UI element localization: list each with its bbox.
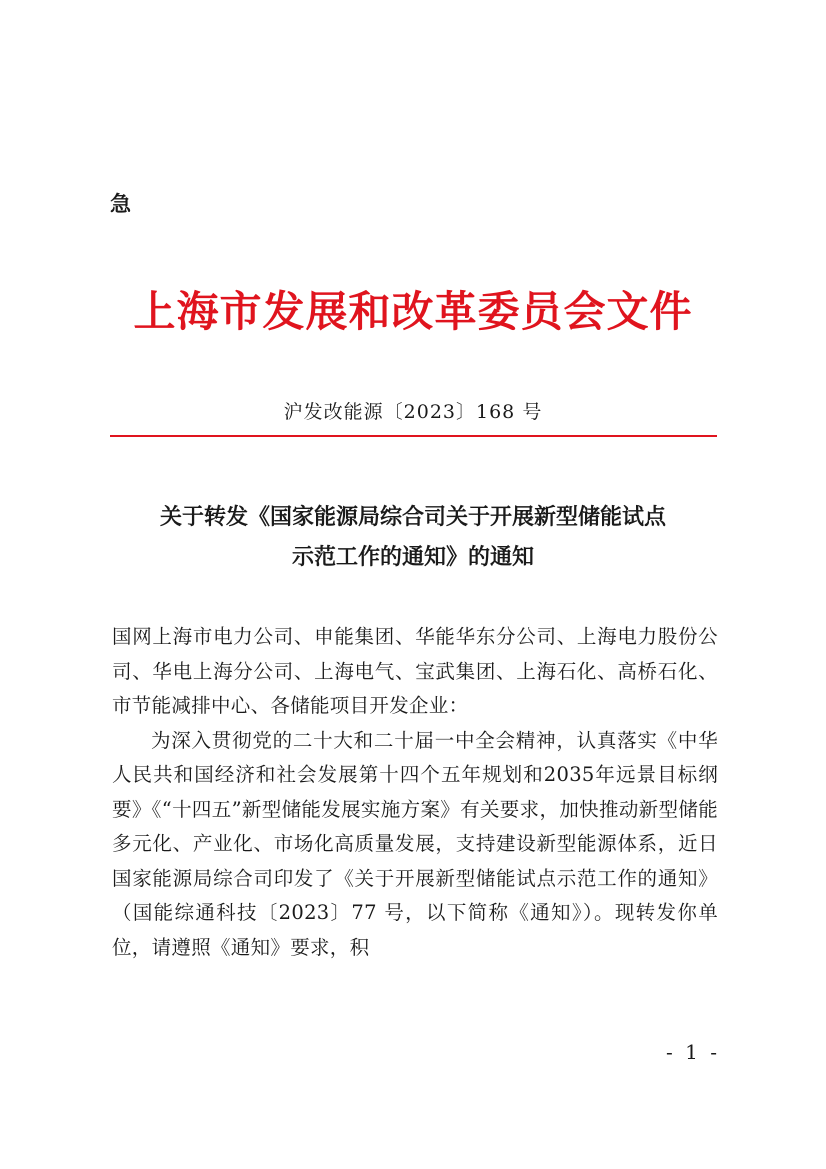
document-title	[0, 497, 826, 577]
document-title-line-2: 示范工作的通知》的通知	[291, 544, 534, 570]
document-title-line-1: 关于转发《国家能源局综合司关于开展新型储能试点	[159, 504, 666, 530]
document-body	[112, 620, 718, 965]
urgency-mark: 急	[110, 192, 132, 216]
recipients-paragraph: 国网上海市电力公司、申能集团、华能华东分公司、上海电力股份公司、华电上海分公司、上海电气、宝武集团、上海石化、高桥石化、市节能减排中心、各储能项目开发企业：	[112, 625, 718, 717]
body-paragraph-1: 为深入贯彻党的二十大和二十届一中全会精神，认真落实《中华人民共和国经济和社会发展第十四个五年规划和2035年远景目标纲要》《“十四五”新型储能发展实施方案》有关要求，加快推动新型储能多元化、产业化、市场化高质量发展，支持建设新型能源体系，近日国家能源局综合司印发了《关于开展新型储能试点示范工作的通知》（国能综通科技〔2023〕77 号，以下简称《通知》）。现转发你单位，请遵照《通知》要求，积	[112, 728, 718, 959]
page-number: - 1 -	[666, 1040, 720, 1064]
document-number: 沪发改能源〔2023〕168 号	[283, 401, 543, 423]
issuer-header: 上海市发展和改革委员会文件	[133, 287, 693, 336]
red-divider-line	[110, 435, 717, 437]
